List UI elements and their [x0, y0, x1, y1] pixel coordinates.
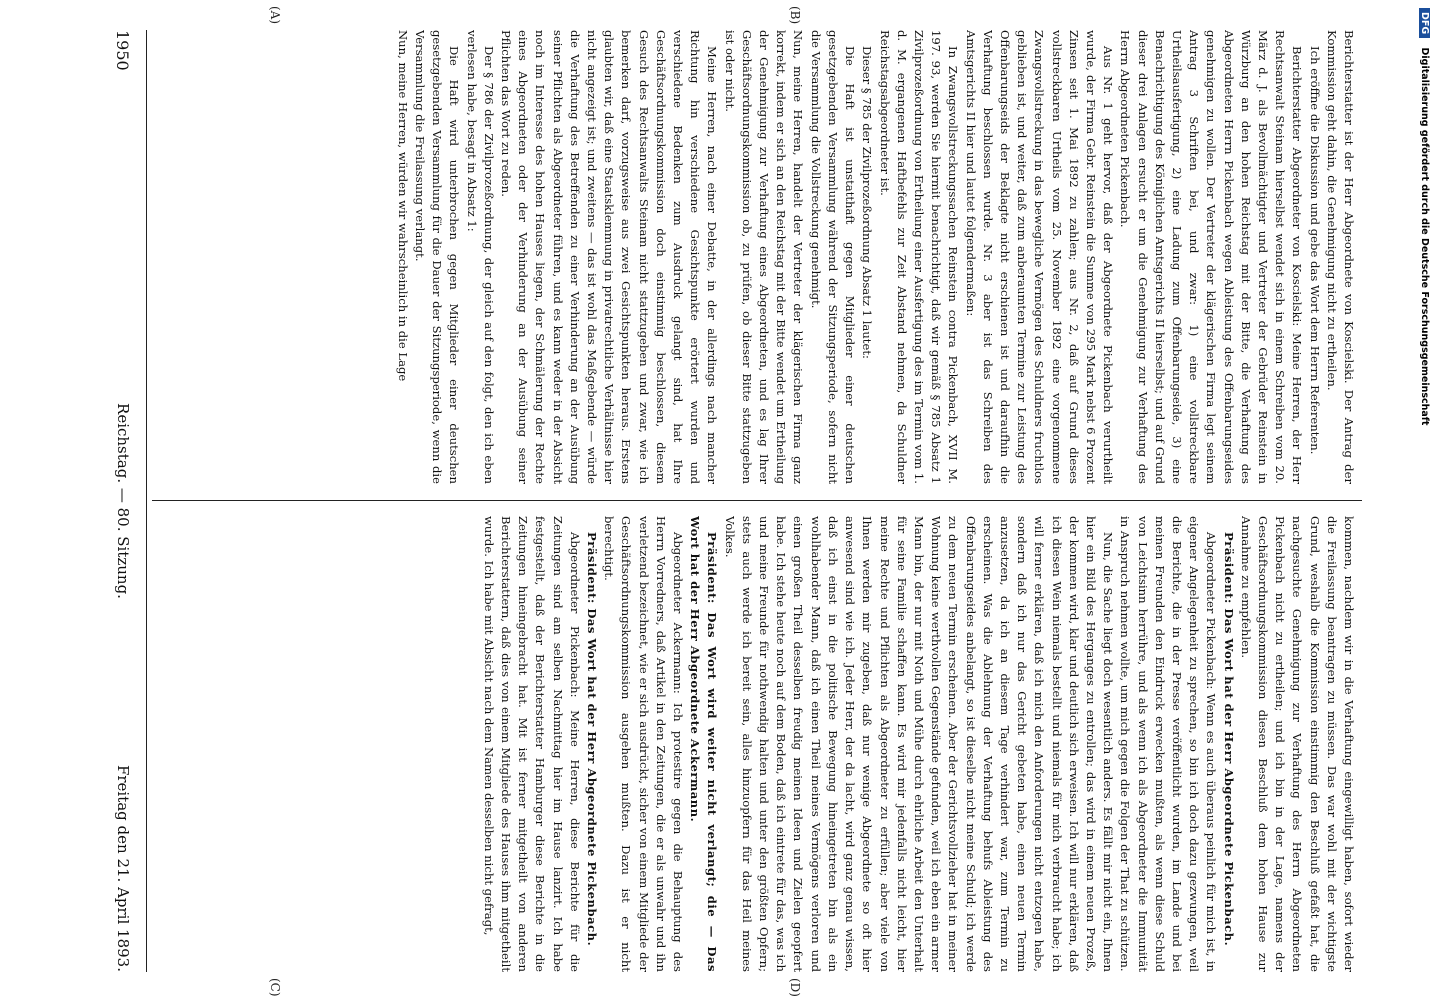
paragraph: Berichterstatter Abgeordneter von Koscielski: Meine Herren, der Herr Rechtsanwalt Steinam hierselbst wendet sich in einem Schreiben vom 20. März d. J. als Bevollmächtigter und Vertreter der Gebrüder Reinstein in Würzburg an den hohen Reichstag mit der Bitte, die Verhaftung des Abgeordneten Herrn Pickenbach wegen Ableistung des Offenbarungseides genehmigen zu wollen. Der Vertreter der klägerischen Firma legt seinem Antrag 3 Schriften bei, und zwar: 1) eine vollstreckbare Urtheilsausfertigung, 2) eine Ladung zum Offenbarungseide, 3) eine Benachrichtigung des Königlichen Amtsgerichts II hierselbst; und auf Grund dieser drei Anlagen ersucht er um die Genehmigung zur Verhaftung des Herrn Abgeordneten Pickenbach.	[1118, 30, 1305, 484]
margin-mark-d: (D)	[788, 978, 802, 997]
speaker-paragraph: Präsident: Das Wort hat der Herr Abgeordnete Pickenbach.	[585, 532, 600, 947]
paragraph: kommen, nachdem wir in die Verhaftung eingewilligt haben, sofort wieder die Freilassung beantragen zu müssen. Das war wohl mit der wichtigste Grund, weshalb die Kommission einstimmig den Beschluß gefaßt hat, die nachgesuchte Genehmigung zur Verhaftung des Herrn Abgeordneten Pickenbach nicht zu ertheilen; und ich bin in der Lage, namens der Geschäftsordnungskommission diesen Beschluß dem hohen Hause zur Annahme zu empfehlen.	[1238, 516, 1356, 972]
dfg-logo: DFG	[1419, 8, 1430, 38]
speaker-paragraph: Abgeordneter Pickenbach: Meine Herren, diese Berichte für die Zeitungen sind am selben Nachmittag hier im Hause lanzirt. Ich habe festgestellt, daß der Berichterstatter Hamburger diese Berichte in die Zeitungen hineingebracht hat. Mit ist ferner mitgetheilt von anderen Berichterstattern, daß dies von einem Mitgliede des Hauses ihm mitgetheilt wurde. Ich habe mit Absicht nach dem Namen desselben nicht gefragt,	[481, 516, 582, 972]
margin-mark-b: (B)	[788, 6, 802, 25]
paragraph: Nun, meine Herren, handelt der Vertreter der klägerischen Firma ganz korrekt, indem er sich an den Reichstag mit der Bitte wendet um Ertheilung der Genehmigung zur Verhaftung eines Abgeordneten, und es lag Ihrer Geschäftsordnungskommission ob, zu prüfen, ob dieser Bitte stattzugeben ist oder nicht.	[722, 30, 806, 484]
right-column	[157, 516, 1357, 972]
quotation: In Zwangsvollstreckungssachen Reinstein contra Pickenbach, XVII M. 197. 93, werden Sie hiermit benachrichtigt, daß wir gemäß § 785 Absatz 1 Zivilprozeßordnung von Ertheilung einer Ausfertigung des im Termin vom 1. d. M. ergangenen Haftbefehls zur Zeit Abstand nehmen, da Schuldner Reichstagsabgeordneter ist.	[877, 30, 961, 484]
speaker-paragraph: Präsident: Das Wort wird weiter nicht verlangt; die — Das Wort hat der Herr Abgeordnete Ackermann.	[688, 516, 720, 972]
page-number: 1950	[113, 30, 132, 71]
paragraph: Ich eröffne die Diskussion und gebe das Wort dem Herrn Referenten.	[1307, 46, 1322, 455]
speaker-paragraph: Präsident: Das Wort hat der Herr Abgeordnete Pickenbach.	[1221, 532, 1236, 947]
margin-mark-c: (C)	[268, 978, 282, 997]
quotation: Die Haft ist unstatthaft gegen Mitglieder einer deutschen gesetzgebenden Versammlung während der Sitzungsperiode, sofern nicht die Versammlung die Vollstreckung genehmigt.	[808, 30, 858, 484]
header-rule	[146, 30, 147, 972]
paragraph: Meine Herren, nach einer Debatte, in der allerdings nach mancher Richtung hin verschiedene Gesichtspunkte erörtert wurden und verschiedene Bedenken zum Ausdruck gelangt sind, hat Ihre Geschäftsordnungskommission doch einstimmig beschlossen, diesem Gesuch des Rechtsanwalts Steinam nicht stattzugeben und zwar, wie ich bemerken darf, vorzugsweise aus zwei Gesichtspunkten heraus. Erstens glaubten wir, daß eine Staatsklemmung in privatrechtliche Verhältnisse hier nicht angezeigt ist; und zweitens — das ist wohl das Maßgebende — würde die Verhaftung des Betreffenden zu einer Verhinderung an der Ausübung seiner Pflichten als Abgeordneter führen, und es kann weder in der Absicht noch im Interesse des hohen Hauses liegen, der Schmälerung der Rechte eines Abgeordneten oder der Verhinderung an der Ausübung seiner Pflichten das Wort zu reden.	[499, 30, 720, 484]
credit-text: Digitalisierung gefördert durch die Deutsche Forschungsgemeinschaft	[1419, 47, 1430, 426]
digitization-credit	[1412, 0, 1430, 1000]
paragraph: Berichterstatter ist der Herr Abgeordnete von Koscielski. Der Antrag der Kommission geht dahin, die Genehmigung nicht zu ertheilen.	[1324, 30, 1356, 484]
paragraph: Aus Nr. 1 geht hervor, daß der Abgeordnete Pickenbach verurtheilt wurde, der Firma Gebr. Reinstein die Summe von 295 Mark nebst 6 Prozent Zinsen seit 1. Mai 1892 zu zahlen; aus Nr. 2, daß auf Grund dieses vollstreckbaren Urtheils vom 25. November 1892 eine vorgenommene Zwangsvollstreckung in das bewegliche Vermögen des Schuldners fruchtlos geblieben ist, und weiter, daß zum anberaumten Termine zur Leistung des Offenbarungseids der Beklagte nicht erschienen ist und daraufhin die Verhaftung beschlossen wurde. Nr. 3 aber ist das Schreiben des Amtsgerichts II hier und lautet folgendermaßen:	[963, 30, 1116, 484]
paragraph: Dieser § 785 der Zivilprozeßordnung Absatz 1 lautet:	[860, 46, 875, 359]
left-column	[157, 30, 1357, 484]
quotation: Die Haft wird unterbrochen gegen Mitglieder einer deutschen gesetzgebenden Versammlung für die Dauer der Sitzungsperiode, wenn die Versammlung die Freilassung verlangt.	[413, 30, 462, 484]
paragraph: Nun, meine Herren, würden wir wahrscheinlich in die Lage	[395, 30, 410, 382]
margin-mark-a: (A)	[268, 6, 282, 25]
column-divider	[152, 500, 1362, 501]
speaker-paragraph: Abgeordneter Ackermann: Ich protestire gegen die Behauptung des Herrn Vorredners, daß Artikel in den Zeitungen, die er als unwahr und ihn verletzend bezeichnet, wie er sich ausdrückt, sicher von einem Mitgliede der Geschäftsordnungskommission ausgehen mußten. Dazu ist er nicht berechtigt.	[602, 516, 686, 972]
paragraph: Der § 786 der Zivilprozeßordnung, der gleich auf den folgt, den ich eben verlesen habe, besagt in Absatz 1:	[464, 30, 496, 484]
session-title: Reichstag. — 80. Sitzung.	[114, 403, 132, 599]
page-header	[60, 30, 132, 972]
paragraph: Nun, die Sache liegt doch wesentlich anders. Es fällt mir nicht ein, Ihnen hier ein Bild des Herganges zu entrollen; das wird in einem neuen Prozeß, der kommen wird, klar und deutlich sich erweisen. Ich will nur erklären, daß ich diesen Wein niemals bestellt und niemals für mich verbraucht habe; ich will ferner erklären, daß ich mich den Anforderungen nicht entzogen habe, sondern daß ich nur das Gericht gebeten habe, einen neuen Termin anzusetzen, da ich an diesem Tage verhindert war, zum Termin zu erscheinen. Was die Ablehnung der Verhaftung behufs Ableistung des Offenbarungseides anbelangt, so ist dieselbe nicht meine Schuld; ich werde zu dem neuen Termin erscheinen. Aber der Gerichtsvollzieher hat in meiner Wohnung keine werthvollen Gegenstände gefunden, weil ich eben ein armer Mann bin, der nur mit Noth und Mühe durch ehrliche Arbeit den Unterhalt für seine Familie schaffen kann. Es wird mir jedenfalls nicht leicht, hier meine Rechte und Pflichten als Abgeordneter zu erfüllen; aber viele von Ihnen werden mir zugeben, daß nur wenige Abgeordnete so oft hier anwesend sind wie ich. Jeder Herr, der da lacht, wird ganz genau wissen, daß ich einst in die politische Bewegung hineingetreten bin als ein wohlhabender Mann, daß ich einen Theil meines Vermögens verloren und einen großen Theil desselben freudig meinen Ideen und Zielen geopfert habe. Ich stehe heute noch auf dem Boden, daß ich eintrete für das, was ich und meine Freunde für nothwendig halten und unter den größten Opfern; stets auch werde ich bereit sein, alles hinzuopfern für das Heil meines Volkes.	[722, 516, 1116, 972]
speaker-paragraph: Abgeordneter Pickenbach: Wenn es auch überaus peinlich für mich ist, in eigener Angelegenheit zu sprechen, so bin ich doch dazu gezwungen, weil die Berichte, die in der Presse veröffentlicht wurden, im Lande und bei meinen Freunden den Eindruck erwecken mußten, als wenn diese Schuld von Leichtsinn herrühre, und als wenn ich als Abgeordneter die Immunität in Anspruch nehmen wollte, um mich gegen die Folgen der That zu schützen.	[1118, 516, 1219, 972]
session-date: Freitag den 21. April 1893.	[114, 764, 132, 972]
